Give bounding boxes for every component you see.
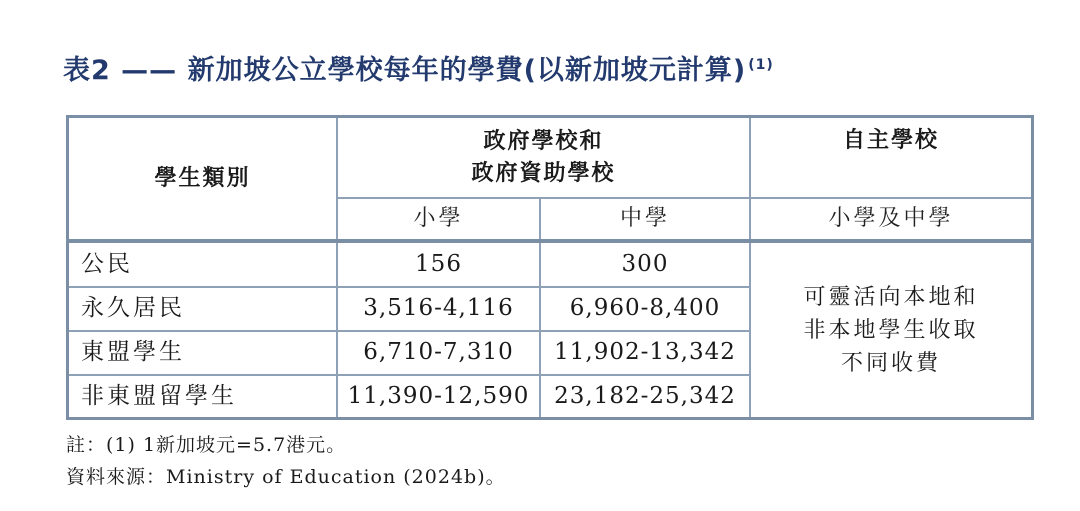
footnote-mark: (1): [748, 57, 774, 73]
row-primary-fee: 3,516-4,116: [363, 295, 514, 322]
row-category: 東盟學生: [81, 339, 185, 366]
row-secondary-fee: 6,960-8,400: [569, 295, 721, 322]
subheader-primary-secondary: 小學及中學: [828, 206, 954, 232]
table-title: [63, 48, 774, 87]
table-title-text: 表2 —— 新加坡公立學校每年的學費(以新加坡元計算): [63, 55, 747, 86]
footnote: 註：(1) 1新加坡元=5.7港元。: [66, 434, 347, 456]
subheader-primary: 小學: [413, 206, 464, 232]
row-secondary-fee: 300: [621, 250, 669, 277]
row-secondary-fee: 23,182-25,342: [554, 382, 736, 409]
row-primary-fee: 156: [415, 250, 462, 277]
row-secondary-fee: 11,902-13,342: [554, 339, 736, 366]
independent-note-line1: 可靈活向本地和: [803, 284, 979, 310]
source-note: 資料來源：Ministry of Education (2024b)。: [66, 466, 506, 488]
header-student-category: 學生類別: [154, 165, 251, 191]
row-primary-fee: 11,390-12,590: [347, 382, 530, 409]
independent-note-line3: 不同收費: [840, 350, 941, 376]
fee-table: [66, 115, 1034, 420]
independent-note-line2: 非本地學生收取: [803, 317, 979, 343]
independent-fee-note: [751, 243, 1031, 417]
subheader-secondary: 中學: [619, 206, 670, 232]
row-primary-fee: 6,710-7,310: [363, 339, 514, 366]
row-category: 非東盟留學生: [81, 382, 237, 409]
row-category: 公民: [81, 250, 133, 277]
header-independent-schools: 自主學校: [842, 127, 939, 153]
header-gov-line2: 政府資助學校: [471, 160, 616, 186]
row-category: 永久居民: [81, 295, 185, 322]
header-government-schools: [338, 118, 749, 197]
header-gov-line1: 政府學校和: [483, 128, 604, 154]
